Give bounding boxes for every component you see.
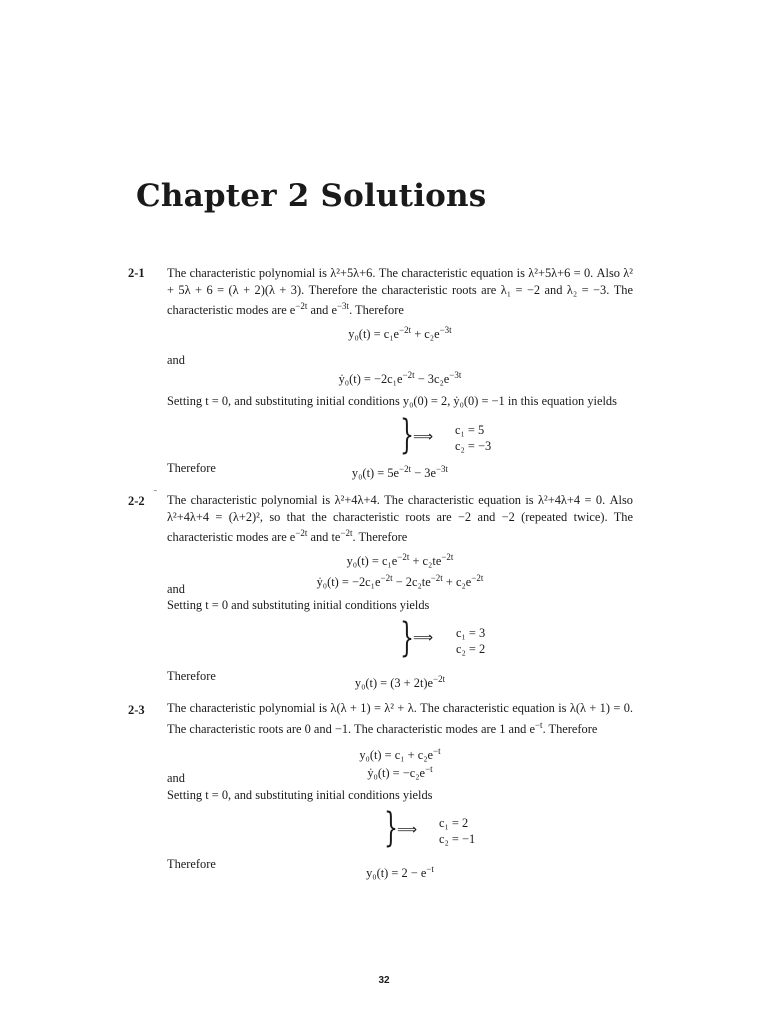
problem-2-3-sys-rhs-2: c₂ = −1: [439, 832, 476, 846]
problem-2-1-arrow: ⟹: [413, 430, 434, 445]
problem-2-3-and: and: [167, 771, 185, 785]
problem-2-1-brace: }: [400, 412, 414, 458]
problem-2-1-setting: Setting t = 0, and substituting initial conditions y₀(0) = 2, ẏ₀(0) = −1 in this equation yields: [167, 394, 617, 408]
problem-2-2-brace: }: [400, 615, 414, 661]
problem-number-2-2: 2-2: [128, 494, 145, 508]
problem-2-3-setting: Setting t = 0, and substituting initial conditions yields: [167, 788, 433, 802]
problem-2-2-arrow: ⟹: [413, 631, 434, 646]
problem-2-2-intro: The characteristic polynomial is λ²+4λ+4. The characteristic equation is λ²+4λ+4 = 0. Also λ²+4λ+4 = (λ+2)², so that the characteristic roots are −2 and −2 (repeated twice). The characteristic modes are $e^{-2t}$ and $te^{-2t}$. Therefore: [167, 493, 633, 545]
problem-2-2-result: $y_0(t) = (3 + 2t)e^{-2t}$: [354, 674, 446, 691]
margin-mark: ˜: [153, 490, 158, 500]
problem-2-1-sys-rhs-2: c₂ = −3: [455, 439, 492, 453]
problem-2-1-therefore: Therefore: [167, 461, 216, 475]
problem-2-1-result: $y_0(t) = 5e^{-2t} - 3e^{-3t}$: [351, 464, 449, 481]
page-number: 32: [378, 975, 390, 986]
problem-2-2-setting: Setting t = 0 and substituting initial conditions yields: [167, 598, 430, 612]
problem-2-2-therefore: Therefore: [167, 669, 216, 683]
problem-2-3-sys-rhs-1: c₁ = 2: [439, 816, 469, 830]
problem-2-3-therefore: Therefore: [167, 857, 216, 871]
problem-2-3-brace: }: [384, 805, 398, 851]
problem-2-1-eq2: ẏ₀(t) = $-2c_1e^{-2t} - 3c_2e^{-3t}$: [338, 370, 462, 387]
problem-2-3-intro: The characteristic polynomial is λ(λ + 1) = λ² + λ. The characteristic equation is λ(λ + 1) = 0. The characteristic roots are 0 and −1. The characteristic modes are 1 and $e^{-t}$. Therefore: [167, 701, 633, 736]
problem-2-3-result: $y_0(t) = 2 - e^{-t}$: [366, 864, 434, 881]
problem-2-3-eq2: ẏ₀(t) = $-c_2e^{-t}$: [367, 764, 433, 781]
problem-2-2-sys-rhs-2: c₂ = 2: [456, 642, 486, 656]
problem-2-2-sys-rhs-1: c₁ = 3: [456, 626, 486, 640]
chapter-title: Chapter 2 Solutions: [136, 178, 487, 214]
problem-number-2-1: 2-1: [128, 266, 145, 280]
problem-2-2-eq2: ẏ₀(t) = $-2c_1e^{-2t} - 2c_2te^{-2t} + c_2e^{-2t}$: [316, 573, 484, 590]
problem-2-2-eq1: $y_0(t) = c_1e^{-2t} + c_2te^{-2t}$: [346, 552, 454, 569]
problem-number-2-3: 2-3: [128, 703, 145, 717]
problem-2-1-sys-rhs-1: c₁ = 5: [455, 423, 485, 437]
problem-2-2-and: and: [167, 582, 185, 596]
problem-2-1-intro: The characteristic polynomial is λ²+5λ+6. The characteristic equation is λ²+5λ+6 = 0. Also λ² + 5λ + 6 = (λ + 2)(λ + 3). Therefore the characteristic roots are λ₁ = −2 and λ₂ = −3. The characteristic modes are $e^{-2t}$ and $e^{-3t}$. Therefore: [167, 266, 633, 318]
problem-2-1-eq1: $y_0(t) = c_1e^{-2t} + c_2e^{-3t}$: [348, 325, 452, 342]
problem-2-3-arrow: ⟹: [397, 823, 418, 838]
problem-2-3-eq1: $y_0(t) = c_1 + c_2e^{-t}$: [359, 746, 441, 763]
problem-2-1-and: and: [167, 353, 185, 367]
